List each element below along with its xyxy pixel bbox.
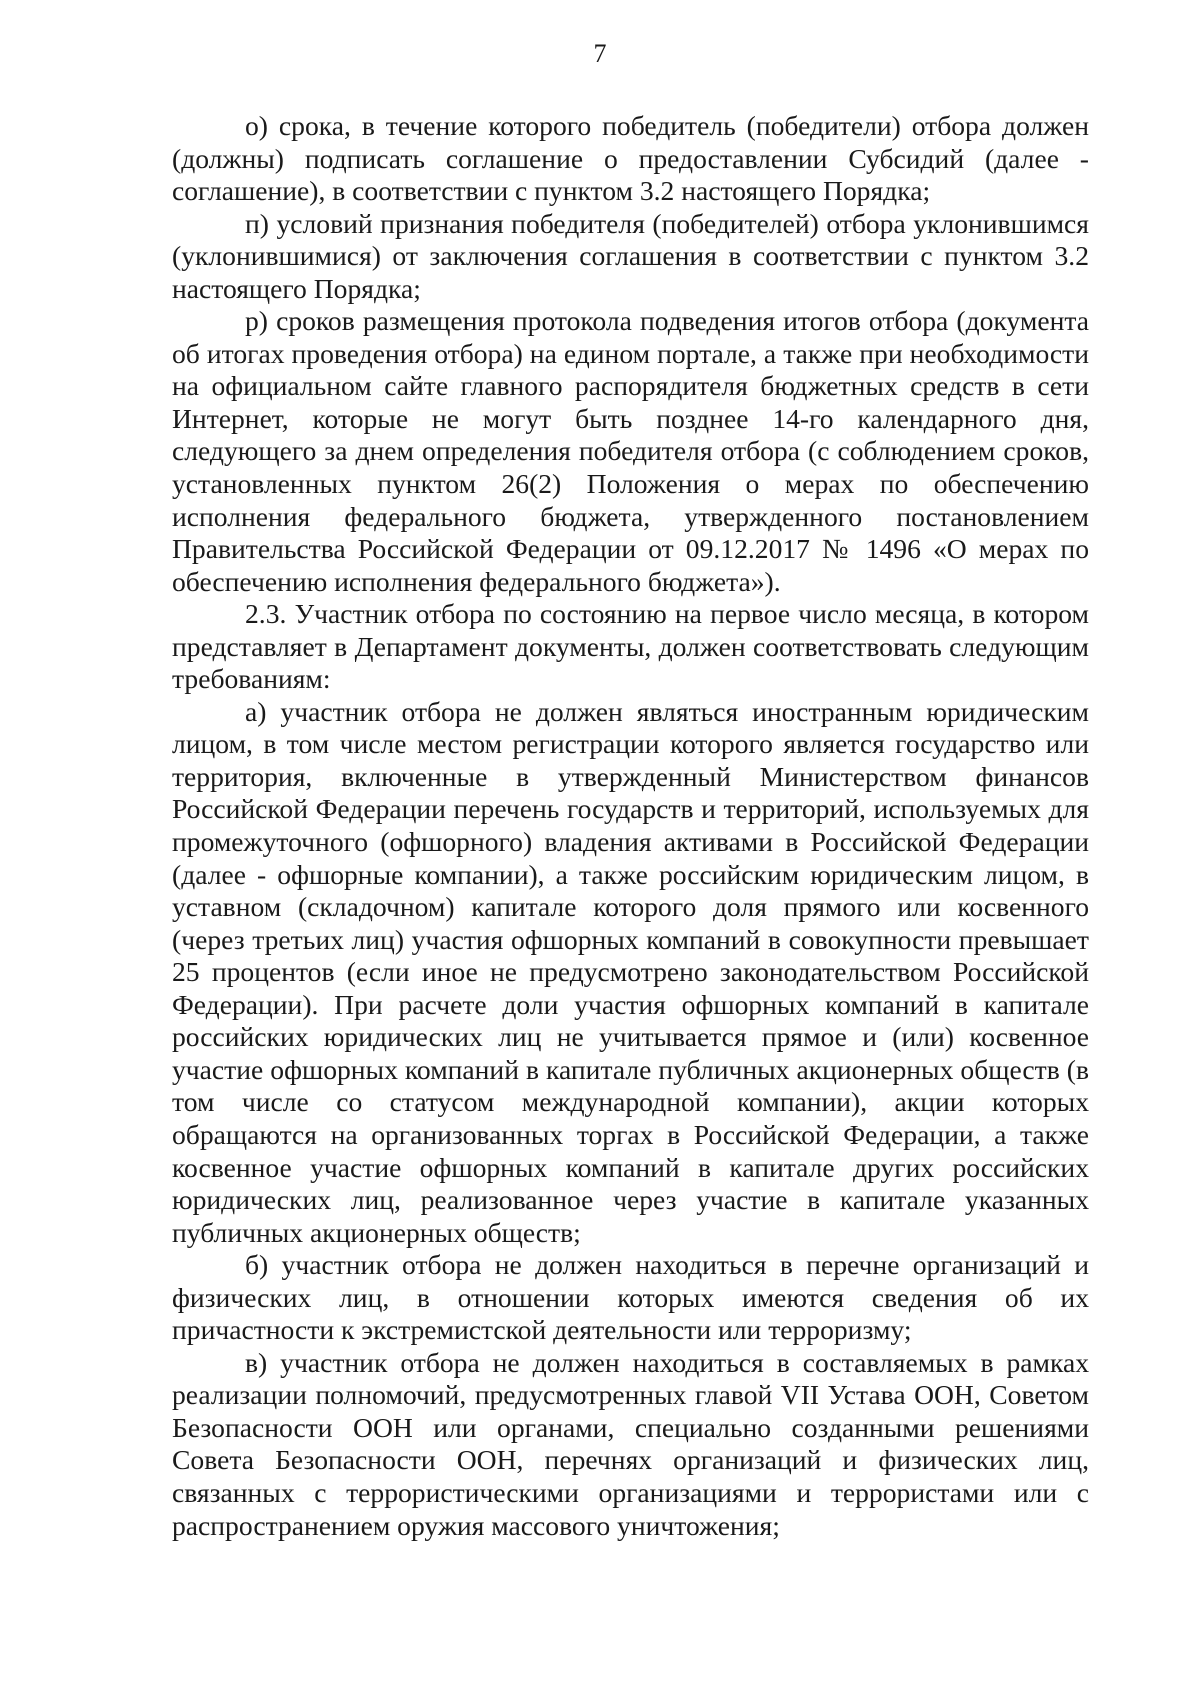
paragraph-2-3-participant-requirements: 2.3. Участник отбора по состоянию на первое число месяца, в котором представляет в Департамент документы, должен соответствовать следующим требованиям: — [172, 598, 1089, 695]
paragraph-a-offshore-restriction: а) участник отбора не должен являться иностранным юридическим лицом, в том числе местом регистрации которого является государство или территория, включенные в утвержденный Министерством финансов Российской Федерации перечень государств и территорий, используемых для промежуточного (офшорного) владения активами в Российской Федерации (далее - офшорные компании), а также российским юридическим лицом, в уставном (складочном) капитале которого доля прямого или косвенного (через третьих лиц) участия офшорных компаний в совокупности превышает 25 процентов (если иное не предусмотрено законодательством Российской Федерации). При расчете доли участия офшорных компаний в капитале российских юридических лиц не учитывается прямое и (или) косвенное участие офшорных компаний в капитале публичных акционерных обществ (в том числе со статусом международной компании), акции которых обращаются на организованных торгах в Российской Федерации, а также косвенное участие офшорных компаний в капитале других российских юридических лиц, реализованное через участие в капитале указанных публичных акционерных обществ; — [172, 695, 1089, 1248]
paragraph-o-signing-deadline: о) срока, в течение которого победитель (победители) отбора должен (должны) подписать соглашение о предоставлении Субсидий (далее - соглашение), в соответствии с пунктом 3.2 настоящего Порядка; — [172, 110, 1089, 207]
paragraph-v-un-sanctions-list: в) участник отбора не должен находиться в составляемых в рамках реализации полномочий, предусмотренных главой VII Устава ООН, Советом Безопасности ООН или органами, специально созданными решениями Совета Безопасности ООН, перечнях организаций и физических лиц, связанных с террористическими организациями и террористами или с распространением оружия массового уничтожения; — [172, 1346, 1089, 1541]
paragraph-b-extremism-list: б) участник отбора не должен находиться в перечне организаций и физических лиц, в отношении которых имеются сведения об их причастности к экстремистской деятельности или терроризму; — [172, 1249, 1089, 1346]
paragraph-r-protocol-deadlines: р) сроков размещения протокола подведения итогов отбора (документа об итогах проведения отбора) на едином портале, а также при необходимости на официальном сайте главного распорядителя бюджетных средств в сети Интернет, которые не могут быть позднее 14-го календарного дня, следующего за днем определения победителя отбора (с соблюдением сроков, установленных пунктом 26(2) Положения о мерах по обеспечению исполнения федерального бюджета, утвержденного постановлением Правительства Российской Федерации от 09.12.2017 № 1496 «О мерах по обеспечению исполнения федерального бюджета»). — [172, 305, 1089, 597]
paragraph-p-evasion-conditions: п) условий признания победителя (победителей) отбора уклонившимся (уклонившимися) от заключения соглашения в соответствии с пунктом 3.2 настоящего Порядка; — [172, 207, 1089, 304]
document-body — [172, 110, 1089, 1542]
page-number: 7 — [593, 39, 607, 68]
